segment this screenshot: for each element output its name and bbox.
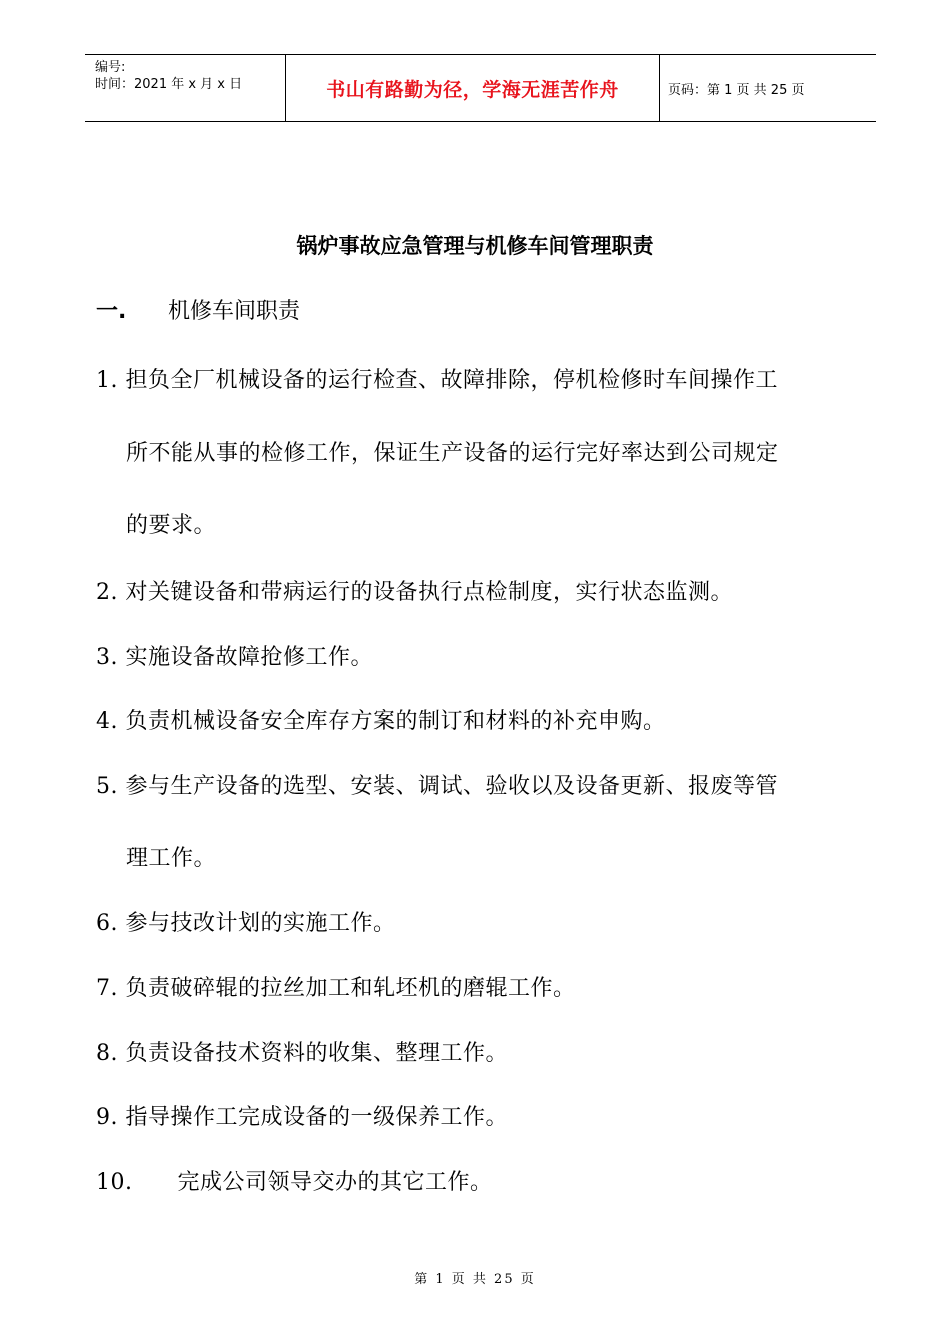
motto-text: 书山有路勤为径，学海无涯苦作舟 (326, 78, 619, 101)
body-line: 6. 参与技改计划的实施工作。 (96, 911, 396, 936)
body-line: 9. 指导操作工完成设备的一级保养工作。 (96, 1105, 508, 1130)
body-line: 所不能从事的检修工作，保证生产设备的运行完好率达到公司规定 (126, 441, 779, 466)
header-page-cell (660, 55, 876, 121)
body-line: 7. 负责破碎辊的拉丝加工和轧坯机的磨辊工作。 (96, 976, 576, 1001)
body-line: 1. 担负全厂机械设备的运行检查、故障排除，停机检修时车间操作工 (96, 368, 778, 393)
page-info: 页码：第 1 页 共 25 页 (668, 82, 805, 98)
section-number: 一. (96, 299, 127, 324)
body-line: 5. 参与生产设备的选型、安装、调试、验收以及设备更新、报废等管 (96, 774, 778, 799)
time-label: 时间：2021 年 x 月 x 日 (95, 77, 243, 92)
document-title: 锅炉事故应急管理与机修车间管理职责 (296, 234, 654, 258)
footer-page-number: 第 1 页 共 25 页 (414, 1272, 536, 1287)
body-line: 的要求。 (126, 513, 217, 538)
body-line: 3. 实施设备故障抢修工作。 (96, 645, 373, 670)
body-line: 8. 负责设备技术资料的收集、整理工作。 (96, 1041, 508, 1066)
section-heading (96, 294, 300, 325)
body-line: 4. 负责机械设备安全库存方案的制订和材料的补充申购。 (96, 709, 666, 734)
body-line: 理工作。 (126, 846, 217, 871)
section-title: 机修车间职责 (168, 299, 301, 324)
header-meta-cell (85, 55, 286, 121)
header-table (85, 54, 876, 122)
header-motto-cell (286, 55, 660, 121)
body-line: 10. 完成公司领导交办的其它工作。 (96, 1170, 493, 1195)
serial-label: 编号: (95, 60, 126, 75)
body-line: 2. 对关键设备和带病运行的设备执行点检制度，实行状态监测。 (96, 580, 733, 605)
